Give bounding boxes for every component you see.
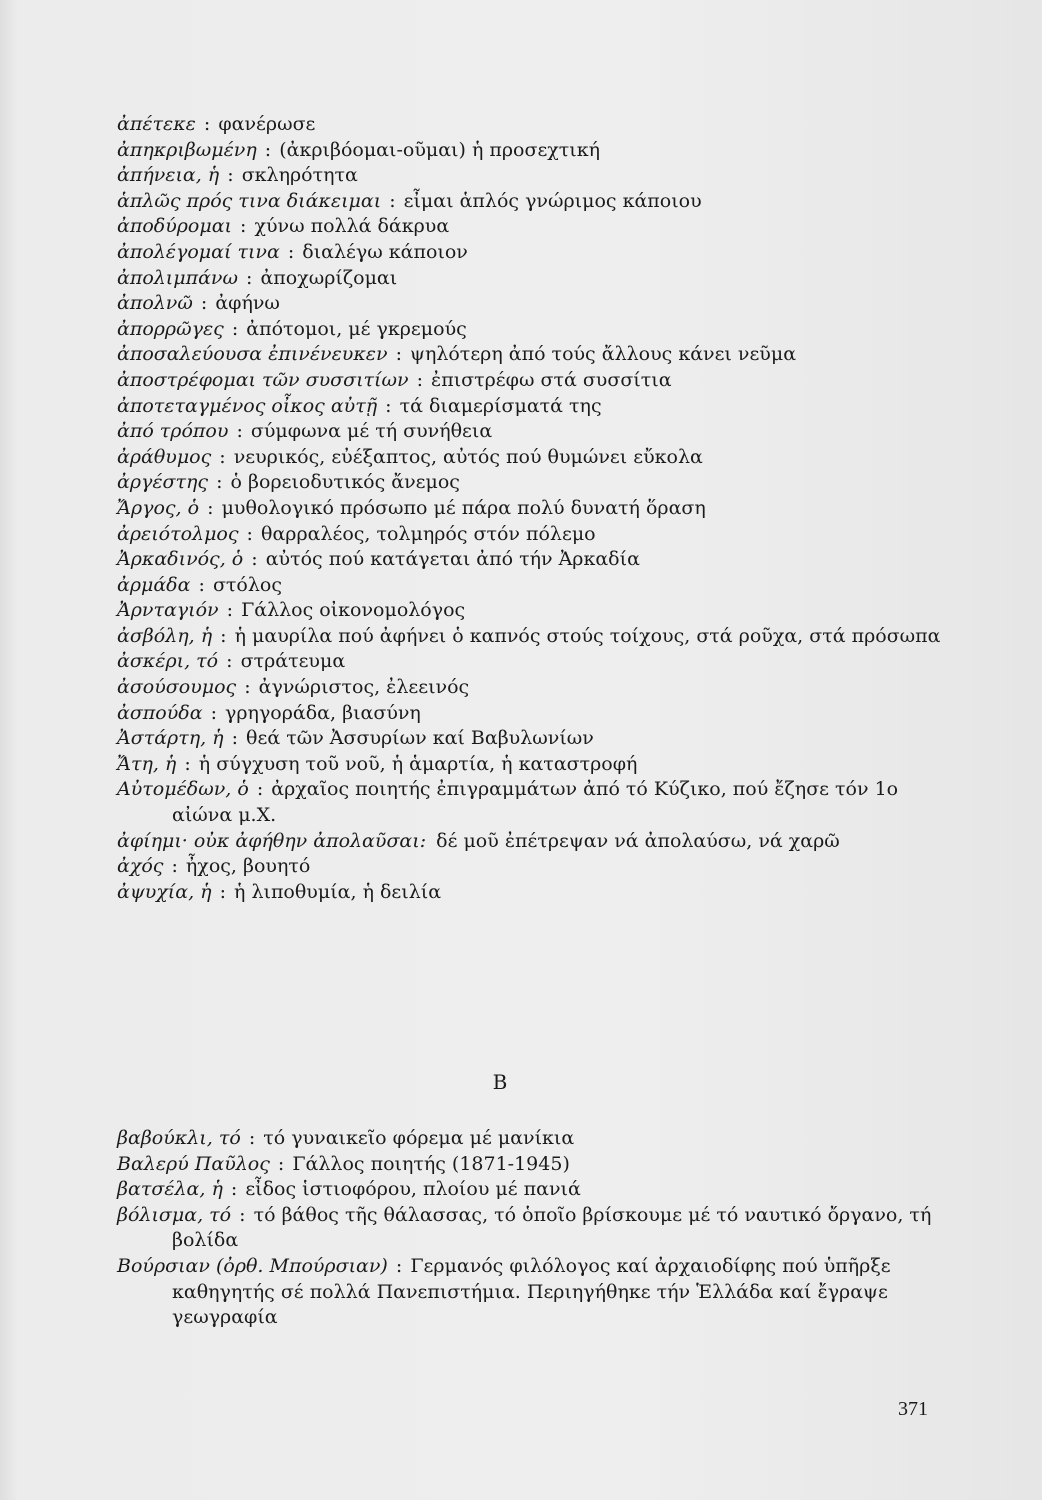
glossary-entry	[117, 547, 947, 573]
entry-separator: :	[233, 215, 253, 238]
entry-definition: γρηγοράδα, βιασύνη	[225, 701, 421, 724]
entry-definition: θαρραλέος, τολμηρός στόν πόλεμο	[261, 522, 596, 545]
entry-term: ἀποτεταγμένος οἶκος αὐτῇ	[117, 394, 378, 417]
entry-term: ἀπήνεια, ἡ	[117, 164, 220, 187]
entry-term: ἀποσαλεύουσα ἐπινένευκεν	[117, 343, 388, 366]
entry-definition: μυθολογικό πρόσωπο μέ πάρα πολύ δυνατή ὅραση	[221, 496, 706, 519]
entry-term: ἀπολιμπάνω	[117, 266, 238, 289]
entry-term: Ἀστάρτη, ἡ	[117, 727, 224, 750]
entry-definition: ψηλότερη ἀπό τούς ἄλλους κάνει νεῦμα	[410, 343, 797, 366]
entry-term: ἀχός	[117, 855, 164, 878]
glossary-section-alpha	[117, 112, 947, 905]
entry-term: ἀψυχία, ἡ	[117, 880, 212, 903]
glossary-entry	[117, 496, 947, 522]
entry-separator: :	[213, 880, 233, 903]
entry-term: ἀσβόλη, ἡ	[117, 624, 213, 647]
glossary-entry	[117, 112, 947, 138]
entry-separator: :	[192, 573, 211, 596]
entry-term: Βούρσιαν (ὀρθ. Μπούρσιαν)	[117, 1254, 388, 1277]
entry-definition: τό γυναικεῖο φόρεμα μέ μανίκια	[263, 1127, 575, 1149]
entry-separator: :	[220, 599, 240, 622]
entry-separator: :	[389, 1254, 409, 1277]
entry-definition: αὐτός πού κατάγεται ἀπό τήν Ἀρκαδία	[265, 548, 640, 571]
entry-term: Βαλερύ Παῦλος	[117, 1152, 270, 1175]
entry-separator: :	[230, 420, 249, 443]
entry-term: βατσέλα, ἡ	[117, 1178, 223, 1201]
glossary-entry	[117, 419, 947, 445]
entry-definition: χύνω πολλά δάκρυα	[254, 215, 450, 238]
entry-definition: νευρικός, εὐέξαπτος, αὐτός πού θυμώνει εὔκολα	[233, 445, 703, 468]
entry-term: ἀπορρῶγες	[117, 317, 224, 340]
glossary-entry	[117, 368, 947, 394]
section-heading-beta: Β	[492, 1070, 508, 1094]
entry-term: Αὐτομέδων, ὁ	[117, 778, 249, 801]
entry-separator: :	[221, 164, 240, 187]
glossary-entry	[117, 701, 947, 727]
entry-term: ἀργέστης	[117, 471, 209, 494]
entry-term: βαβούκλι, τό	[117, 1127, 241, 1149]
entry-term: ἀπηκριβωμένη	[117, 138, 257, 161]
glossary-section-beta	[117, 1126, 947, 1331]
glossary-entry	[117, 854, 947, 880]
entry-term: Ἄτη, ἡ	[117, 752, 177, 775]
entry-definition: ἀφήνω	[215, 292, 280, 315]
entry-term: ἀράθυμος	[117, 445, 212, 468]
entry-definition: σύμφωνα μέ τή συνήθεια	[250, 420, 493, 443]
entry-separator: :	[214, 624, 233, 647]
glossary-entry	[117, 1152, 947, 1178]
glossary-entry	[117, 649, 947, 675]
entry-separator: :	[258, 138, 278, 161]
glossary-entry	[117, 342, 947, 368]
entry-definition: δέ μοῦ ἐπέτρεψαν νά ἀπολαύσω, νά χαρῶ	[436, 829, 840, 852]
entry-term: Ἄργος, ὁ	[117, 496, 200, 519]
entry-definition: σκληρότητα	[241, 164, 358, 187]
entry-separator: :	[210, 471, 229, 494]
glossary-entry	[117, 726, 947, 752]
glossary-entry	[117, 470, 947, 496]
entry-separator: :	[239, 266, 259, 289]
entry-definition: εἶδος ἱστιοφόρου, πλοίου μέ πανιά	[245, 1178, 581, 1201]
glossary-entry	[117, 394, 947, 420]
entry-term: ἀποστρέφομαι τῶν συσσιτίων	[117, 368, 409, 391]
glossary-entry	[117, 752, 947, 778]
entry-definition: ἀπότομοι, μέ γκρεμούς	[246, 317, 467, 340]
entry-term: ἀρειότολμος	[117, 522, 239, 545]
entry-separator: :	[204, 701, 224, 724]
entry-separator: :	[271, 1152, 291, 1175]
entry-separator: :	[178, 752, 197, 775]
glossary-entry	[117, 829, 947, 855]
glossary-entry	[117, 240, 947, 266]
entry-term: Ἀρνταγιόν	[117, 599, 219, 622]
entry-term: ἀσκέρι, τό	[117, 650, 219, 673]
entry-definition: ἡ σύγχυση τοῦ νοῦ, ἡ ἁμαρτία, ἡ καταστροφή	[198, 752, 638, 775]
entry-separator: :	[220, 650, 239, 673]
entry-term: ἀπολνῶ	[117, 292, 193, 315]
glossary-entry	[117, 1203, 947, 1254]
entry-definition: (ἀκριβόομαι-οῦμαι) ἡ προσεχτική	[279, 138, 601, 161]
glossary-entry	[117, 138, 947, 164]
entry-definition: ἀρχαῖος ποιητής ἐπιγραμμάτων ἀπό τό Κύζικο, πού ἔζησε τόν 1ο αἰώνα μ.Χ.	[172, 778, 899, 827]
entry-term: ἀσούσουμος	[117, 676, 237, 699]
entry-separator: :	[240, 522, 259, 545]
entry-definition: ἦχος, βουητό	[185, 855, 311, 878]
entry-definition: ἐπιστρέφω στά συσσίτια	[431, 368, 672, 391]
entry-term: ἀπό τρόπου	[117, 420, 229, 443]
entry-definition: φανέρωσε	[218, 113, 316, 135]
entry-term: ἀποδύρομαι	[117, 215, 232, 238]
entry-separator: :	[201, 496, 220, 519]
entry-separator: :	[165, 855, 184, 878]
glossary-entry	[117, 291, 947, 317]
glossary-entry	[117, 522, 947, 548]
entry-separator: :	[242, 1127, 262, 1149]
glossary-entry	[117, 163, 947, 189]
glossary-entry	[117, 1254, 947, 1331]
entry-separator: :	[250, 778, 270, 801]
entry-separator: :	[224, 1178, 244, 1201]
entry-term: Ἀρκαδινός, ὁ	[117, 548, 244, 571]
glossary-entry	[117, 189, 947, 215]
entry-term: ἁπλῶς πρός τινα διάκειμαι	[117, 189, 382, 212]
entry-term: ἀπολέγομαί τινα	[117, 240, 280, 263]
entry-definition: ἀγνώριστος, ἐλεεινός	[258, 676, 470, 699]
entry-separator: :	[225, 317, 245, 340]
entry-definition: Γερμανός φιλόλογος καί ἀρχαιοδίφης πού ὑπῆρξε καθηγητής σέ πολλά Πανεπιστήμια. Περιηγήθηκε τήν Ἑλλάδα καί ἔγραψε γεωγραφία	[172, 1254, 891, 1329]
page-number: 371	[898, 1398, 928, 1420]
glossary-entry	[117, 675, 947, 701]
glossary-entry	[117, 624, 947, 650]
entry-separator: :	[281, 240, 301, 263]
entry-term: ἀπέτεκε	[117, 113, 196, 135]
entry-term: βόλισμα, τό	[117, 1203, 232, 1226]
entry-separator: :	[233, 1203, 252, 1226]
entry-definition: εἶμαι ἁπλός γνώριμος κάποιου	[403, 189, 702, 212]
entry-separator: :	[383, 189, 402, 212]
entry-definition: θεά τῶν Ἀσσυρίων καί Βαβυλωνίων	[246, 727, 594, 750]
entry-separator: :	[379, 394, 398, 417]
glossary-entry	[117, 445, 947, 471]
glossary-entry	[117, 1126, 947, 1152]
entry-term: ἀρμάδα	[117, 573, 191, 596]
entry-separator: :	[389, 343, 409, 366]
entry-definition: διαλέγω κάποιον	[302, 240, 468, 263]
glossary-entry	[117, 1177, 947, 1203]
entry-separator: :	[238, 676, 257, 699]
entry-definition: τά διαμερίσματά της	[399, 394, 602, 417]
entry-definition: στράτευμα	[240, 650, 346, 673]
entry-separator	[426, 830, 436, 852]
entry-separator: :	[245, 548, 264, 571]
entry-definition: ὁ βορειοδυτικός ἄνεμος	[230, 471, 460, 494]
entry-separator: :	[225, 727, 245, 750]
glossary-entry	[117, 573, 947, 599]
entry-separator: :	[410, 368, 430, 391]
entry-definition: στόλος	[212, 573, 282, 596]
entry-separator: :	[194, 292, 214, 315]
glossary-entry	[117, 317, 947, 343]
glossary-entry	[117, 266, 947, 292]
entry-term: ἀσπούδα	[117, 701, 203, 724]
entry-definition: ἀποχωρίζομαι	[260, 266, 398, 289]
entry-separator: :	[213, 445, 232, 468]
entry-definition: τό βάθος τῆς θάλασσας, τό ὁποῖο βρίσκουμε μέ τό ναυτικό ὄργανο, τή βολίδα	[172, 1203, 932, 1252]
entry-separator: :	[197, 113, 217, 135]
entry-definition: Γάλλος οἰκονομολόγος	[241, 599, 466, 622]
glossary-entry	[117, 777, 947, 828]
glossary-entry	[117, 598, 947, 624]
glossary-entry	[117, 880, 947, 906]
entry-definition: ἡ μαυρίλα πού ἀφήνει ὁ καπνός στούς τοίχους, στά ροῦχα, στά πρόσωπα	[234, 624, 941, 647]
glossary-entry	[117, 214, 947, 240]
entry-definition: ἡ λιποθυμία, ἡ δειλία	[234, 880, 442, 903]
entry-definition: Γάλλος ποιητής (1871-1945)	[292, 1152, 570, 1175]
entry-term: ἀφίημι· οὐκ ἀφήθην ἀπολαῦσαι:	[117, 829, 427, 852]
